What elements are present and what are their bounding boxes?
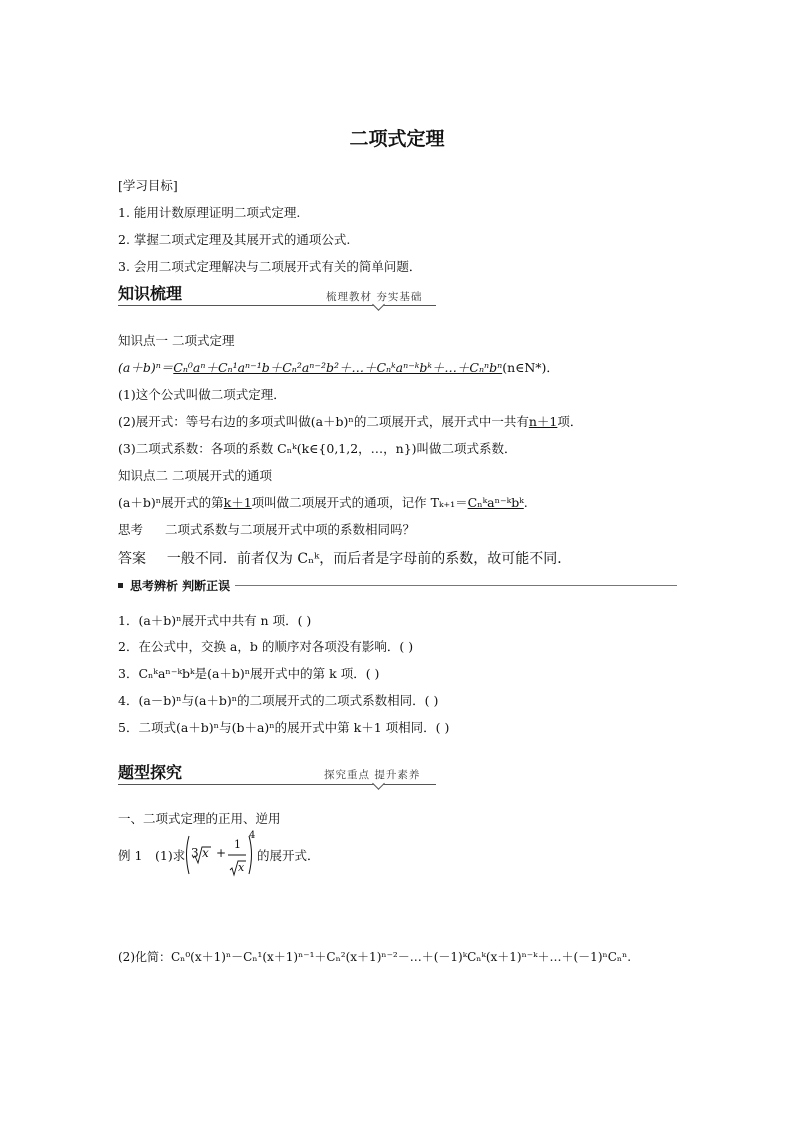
objectives-heading: [学习目标]: [118, 178, 178, 193]
general-term-mid: 项叫做二项展开式的通项，记作 Tₖ₊₁＝: [251, 495, 468, 510]
bullet-square: [118, 583, 123, 588]
section-tag: 梳理教材 夯实基础: [326, 291, 423, 303]
general-term-index: k＋1: [223, 495, 252, 510]
page-title: 二项式定理: [349, 128, 445, 150]
example1-label: 例 1: [118, 848, 143, 863]
judge-heading: 思考辨析 判断正误: [130, 579, 231, 593]
expr-exponent: 4: [249, 830, 256, 841]
answer-text: 一般不同．前者仅为 Cₙᵏ，而后者是字母前的系数，故可能不同．: [166, 551, 572, 567]
left-paren: [187, 836, 190, 874]
binomial-theorem-formula: [118, 358, 559, 376]
objective-item: 2. 掌握二项式定理及其展开式的通项公式.: [118, 232, 351, 247]
section-rule: [118, 784, 436, 785]
expr-denominator-radicand: x: [238, 861, 245, 874]
judge-item: 2．在公式中，交换 a，b 的顺序对各项没有影响．( ): [118, 639, 414, 654]
expr-radicand: x: [202, 846, 209, 860]
general-term-end: .: [523, 495, 528, 510]
judge-item: 1．(a＋b)ⁿ展开式中共有 n 项．( ): [118, 613, 312, 628]
expr-numerator: 1: [234, 838, 241, 851]
section-heading-types: 题型探究: [118, 763, 183, 782]
example1-part1-suffix: 的展开式．: [257, 848, 320, 863]
general-term-line: [118, 493, 528, 511]
example1-part2: (2)化简：Cₙ⁰(x＋1)ⁿ－Cₙ¹(x＋1)ⁿ⁻¹＋Cₙ²(x＋1)ⁿ⁻²－…＋(－1)ᵏCₙᵏ(x＋1)ⁿ⁻ᵏ＋…＋(－1)ⁿCₙⁿ.: [118, 950, 632, 964]
section-tag: 探究重点 提升素养: [324, 769, 421, 781]
kp1-heading: 知识点一 二项式定理: [118, 333, 235, 348]
think-block: [118, 520, 415, 538]
section-heading-knowledge: 知识梳理: [118, 284, 183, 303]
example1-part1-prefix: (1)求: [155, 848, 186, 863]
kp1-para-1: (1)这个公式叫做二项式定理．: [118, 387, 286, 402]
judge-item: 4．(a－b)ⁿ与(a＋b)ⁿ的二项展开式的二项式系数相同．( ): [118, 693, 439, 708]
general-term-formula: Cₙᵏaⁿ⁻ᵏbᵏ: [467, 495, 524, 510]
type-heading: 一、二项式定理的正用、逆用: [118, 811, 281, 826]
kp1-para-2: [118, 412, 582, 430]
kp1-para-2-text: (2)展开式：等号右边的多项式叫做(a＋b)ⁿ的二项展开式，展开式中一共有: [118, 414, 529, 429]
answer-block: [118, 548, 571, 568]
think-label: 思考: [118, 522, 144, 537]
section-rule: [118, 305, 436, 306]
plus-sign: +: [216, 846, 227, 860]
kp1-para-3: (3)二项式系数：各项的系数 Cₙᵏ(k∈{0,1,2，…，n})叫做二项式系数．: [118, 441, 517, 456]
think-question: 二项式系数与二项展开式中项的系数相同吗？: [164, 522, 415, 537]
expr-coefficient: 3: [191, 846, 199, 860]
objective-item: 1. 能用计数原理证明二项式定理.: [118, 205, 301, 220]
kp1-para-2-end: 项．: [557, 414, 583, 429]
kp2-heading: 知识点二 二项展开式的通项: [118, 468, 272, 483]
judge-item: 5．二项式(a＋b)ⁿ与(b＋a)ⁿ的展开式中第 k＋1 项相同．( ): [118, 720, 450, 735]
objective-item: 3. 会用二项式定理解决与二项展开式有关的简单问题．: [118, 259, 422, 274]
formula-prefix: (a＋b)ⁿ＝: [118, 360, 174, 375]
formula-suffix: (n∈N*)．: [502, 360, 559, 375]
binomial-expression: [183, 830, 255, 878]
judge-item: 3．Cₙᵏaⁿ⁻ᵏbᵏ是(a＋b)ⁿ展开式中的第 k 项．( ): [118, 666, 380, 681]
general-term-prefix: (a＋b)ⁿ展开式的第: [118, 495, 224, 510]
term-count-answer: n＋1: [528, 414, 558, 429]
formula-expansion: Cₙ⁰aⁿ＋Cₙ¹aⁿ⁻¹b＋Cₙ²aⁿ⁻²b²＋…＋Cₙᵏaⁿ⁻ᵏbᵏ＋…＋Cₙⁿbⁿ: [173, 360, 503, 375]
judge-rule: [235, 585, 677, 586]
answer-label: 答案: [118, 551, 146, 567]
right-paren: [249, 836, 252, 874]
